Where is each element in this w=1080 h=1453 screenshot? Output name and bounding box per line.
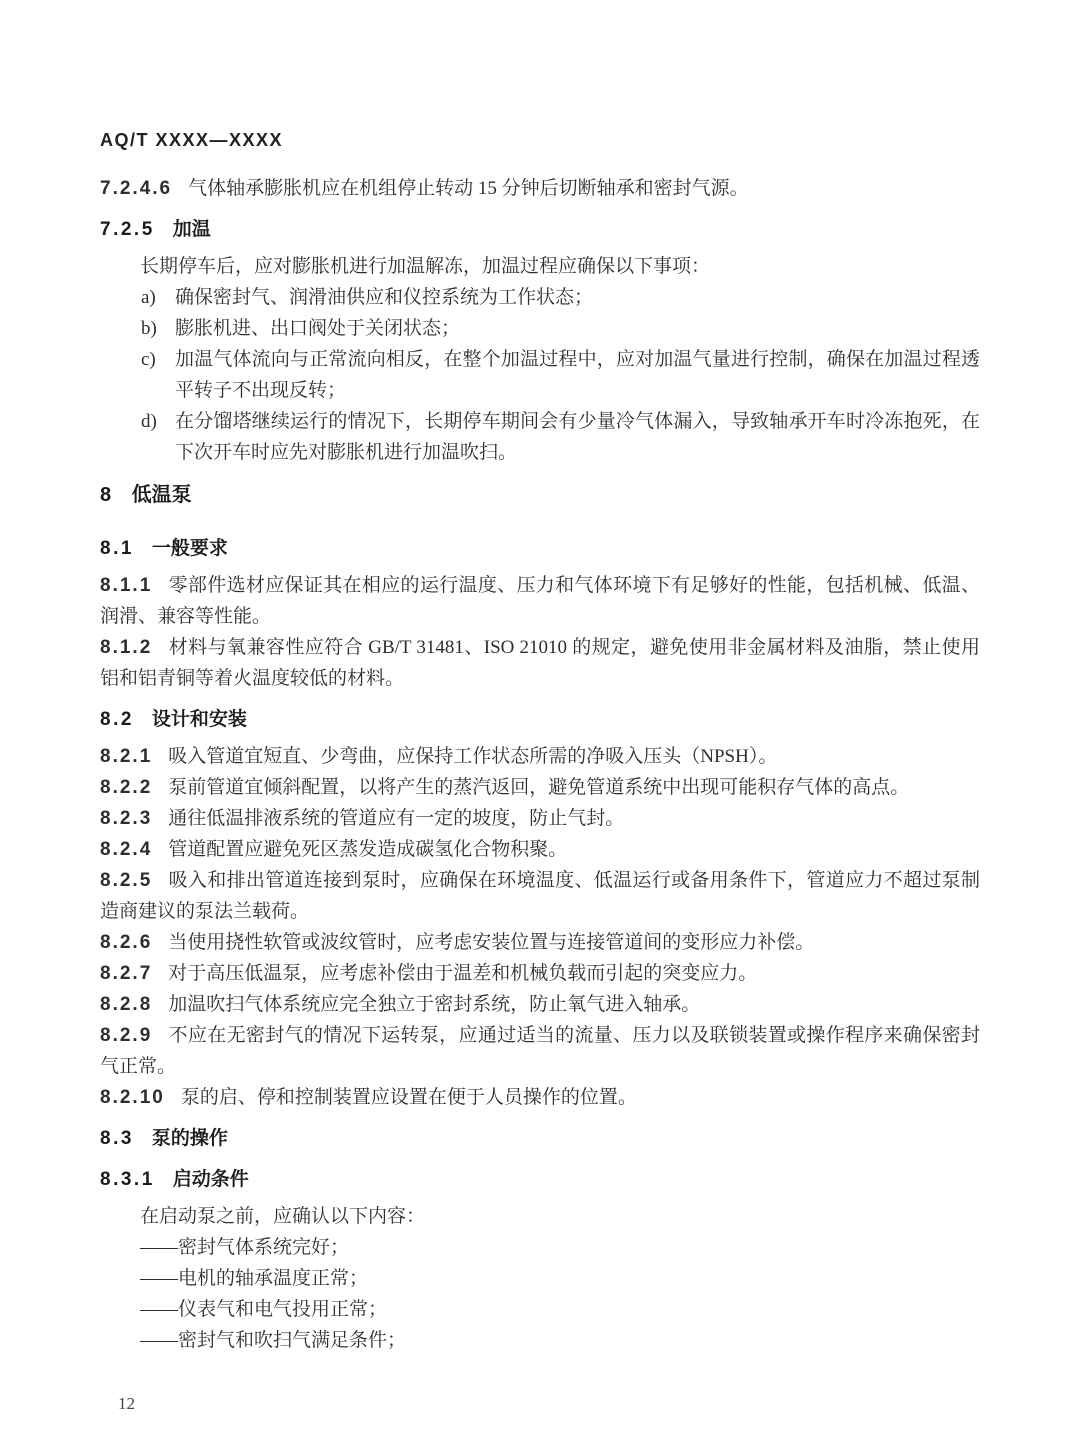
block-text: 在启动泵之前，应确认以下内容： — [140, 1206, 426, 1227]
block-text: 长期停车后，应对膨胀机进行加温解冻，加温过程应确保以下事项： — [140, 256, 711, 277]
block-text: 低温泵 — [131, 484, 192, 506]
block-text: 吸入和排出管道连接到泵时，应确保在环境温度、低温运行或备用条件下，管道应力不超过泵制造商建议的泵法兰载荷。 — [100, 870, 980, 922]
section-heading — [100, 1123, 980, 1154]
clause-number: 8.1.2 — [100, 637, 153, 658]
block-text: 泵的启、停和控制装置应设置在便于人员操作的位置。 — [180, 1087, 637, 1108]
clause-number: 8.1.1 — [100, 575, 153, 596]
clause-number: 8.2.10 — [100, 1087, 165, 1108]
heading-number: 8.3.1 — [100, 1169, 155, 1190]
clause-paragraph — [100, 865, 980, 927]
clause-paragraph — [100, 989, 980, 1020]
block-text: 气体轴承膨胀机应在机组停止转动 15 分钟后切断轴承和密封气源。 — [188, 178, 749, 199]
block-text: 吸入管道宜短直、少弯曲，应保持工作状态所需的净吸入压头（NPSH）。 — [168, 746, 778, 767]
clause-number: 8.2.5 — [100, 870, 153, 891]
list-marker: c) — [141, 349, 156, 370]
block-text: 启动条件 — [172, 1169, 249, 1190]
section-heading — [100, 533, 980, 564]
clause-paragraph — [100, 632, 980, 694]
clause-number: 7.2.4.6 — [100, 178, 173, 199]
document-body — [100, 173, 980, 1356]
clause-paragraph — [100, 927, 980, 958]
dash-list-item — [100, 1263, 980, 1294]
section-heading — [100, 704, 980, 735]
document-header: AQ/T XXXX—XXXX — [100, 130, 284, 150]
page-number: 12 — [118, 1394, 135, 1413]
block-text: 对于高压低温泵，应考虑补偿由于温差和机械负载而引起的突变应力。 — [168, 963, 758, 984]
block-text: ——电机的轴承温度正常； — [140, 1268, 369, 1289]
heading-number: 8.1 — [100, 538, 134, 559]
block-text: 加温吹扫气体系统应完全独立于密封系统，防止氧气进入轴承。 — [168, 994, 701, 1015]
clause-number: 8.2.3 — [100, 808, 153, 829]
list-marker: d) — [141, 411, 157, 432]
list-item — [100, 282, 980, 313]
chapter-heading — [100, 480, 980, 511]
block-text: 加温 — [172, 219, 211, 240]
block-text: ——密封气体系统完好； — [140, 1237, 350, 1258]
clause-paragraph — [100, 772, 980, 803]
clause-number: 8.2.2 — [100, 777, 153, 798]
clause-number: 8.2.7 — [100, 963, 153, 984]
clause-number: 8.2.8 — [100, 994, 153, 1015]
clause-paragraph — [100, 834, 980, 865]
block-text: 在分馏塔继续运行的情况下，长期停车期间会有少量冷气体漏入，导致轴承开车时冷冻抱死，在下次开车时应先对膨胀机进行加温吹扫。 — [175, 411, 980, 463]
block-text: ——密封气和吹扫气满足条件； — [140, 1330, 407, 1351]
clause-paragraph — [100, 958, 980, 989]
heading-number: 8.3 — [100, 1128, 134, 1149]
body-paragraph — [100, 251, 980, 282]
clause-number: 8.2.4 — [100, 839, 153, 860]
block-text: 泵前管道宜倾斜配置，以将产生的蒸汽返回，避免管道系统中出现可能积存气体的高点。 — [168, 777, 910, 798]
heading-number: 8 — [100, 484, 114, 506]
list-item — [100, 344, 980, 406]
heading-number: 7.2.5 — [100, 219, 155, 240]
clause-paragraph — [100, 1020, 980, 1082]
block-text: 管道配置应避免死区蒸发造成碳氢化合物积聚。 — [168, 839, 568, 860]
clause-number: 8.2.1 — [100, 746, 153, 767]
heading-number: 8.2 — [100, 709, 134, 730]
block-text: ——仪表气和电气投用正常； — [140, 1299, 388, 1320]
block-text: 确保密封气、润滑油供应和仪控系统为工作状态； — [175, 287, 594, 308]
list-item — [100, 406, 980, 468]
clause-paragraph — [100, 803, 980, 834]
clause-paragraph — [100, 570, 980, 632]
block-text: 膨胀机进、出口阀处于关闭状态； — [175, 318, 461, 339]
clause-paragraph — [100, 1082, 980, 1113]
list-item — [100, 313, 980, 344]
block-text: 不应在无密封气的情况下运转泵，应通过适当的流量、压力以及联锁装置或操作程序来确保密封气正常。 — [100, 1025, 980, 1077]
dash-list-item — [100, 1294, 980, 1325]
dash-list-item — [100, 1232, 980, 1263]
clause-number: 8.2.9 — [100, 1025, 153, 1046]
block-text: 零部件选材应保证其在相应的运行温度、压力和气体环境下有足够好的性能，包括机械、低温、润滑、兼容等性能。 — [100, 575, 980, 627]
block-text: 加温气体流向与正常流向相反，在整个加温过程中，应对加温气量进行控制，确保在加温过程透平转子不出现反转； — [175, 349, 980, 401]
clause-number: 8.2.6 — [100, 932, 153, 953]
block-text: 通往低温排液系统的管道应有一定的坡度，防止气封。 — [168, 808, 625, 829]
body-paragraph — [100, 1201, 980, 1232]
dash-list-item — [100, 1325, 980, 1356]
block-text: 材料与氧兼容性应符合 GB/T 31481、ISO 21010 的规定，避免使用非金属材料及油脂，禁止使用铝和铝青铜等着火温度较低的材料。 — [100, 637, 980, 689]
block-text: 设计和安装 — [151, 709, 247, 730]
list-marker: a) — [141, 287, 156, 308]
section-heading — [100, 1164, 980, 1195]
block-text: 当使用挠性软管或波纹管时，应考虑安装位置与连接管道间的变形应力补偿。 — [168, 932, 815, 953]
list-marker: b) — [141, 318, 157, 339]
section-heading — [100, 214, 980, 245]
block-text: 泵的操作 — [151, 1128, 228, 1149]
clause-paragraph — [100, 741, 980, 772]
block-text: 一般要求 — [151, 538, 228, 559]
clause-paragraph — [100, 173, 980, 204]
